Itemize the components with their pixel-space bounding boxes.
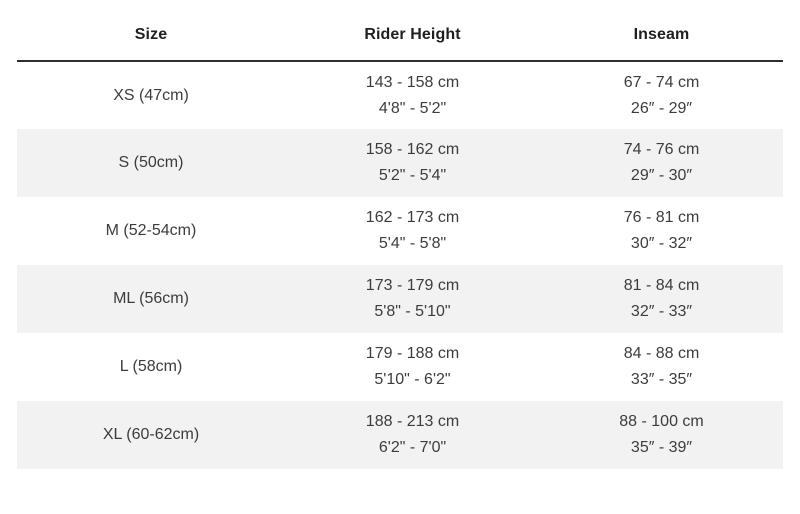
size-cell	[17, 129, 285, 197]
inseam-imperial: 33″ - 35″	[630, 371, 693, 388]
inseam-cm: 76 - 81 cm	[623, 209, 700, 226]
size-label: ML (56cm)	[113, 290, 189, 307]
header-row	[17, 12, 783, 61]
inseam-cell	[540, 129, 783, 197]
rider-height-imperial: 5'2" - 5'4"	[378, 167, 447, 184]
size-cell	[17, 333, 285, 401]
size-label: M (52-54cm)	[105, 222, 197, 239]
rider-height-cm: 179 - 188 cm	[365, 345, 460, 362]
rider-height-imperial: 5'10" - 6'2"	[374, 371, 451, 388]
inseam-cell	[540, 401, 783, 469]
size-chart-table	[17, 12, 783, 469]
inseam-cm: 67 - 74 cm	[623, 73, 700, 91]
inseam-cell	[540, 61, 783, 129]
table-row	[17, 61, 783, 129]
size-label: L (58cm)	[119, 358, 183, 375]
rider-height-cm: 188 - 213 cm	[365, 413, 460, 430]
inseam-cell	[540, 197, 783, 265]
rider-height-cell	[285, 61, 540, 129]
column-header-inseam: Inseam	[540, 12, 783, 61]
size-cell	[17, 265, 285, 333]
inseam-imperial: 35″ - 39″	[630, 439, 693, 456]
rider-height-cell	[285, 265, 540, 333]
rider-height-cell	[285, 401, 540, 469]
rider-height-cm: 158 - 162 cm	[365, 141, 460, 158]
rider-height-cell	[285, 333, 540, 401]
table-row	[17, 129, 783, 197]
inseam-cell	[540, 265, 783, 333]
table-row	[17, 197, 783, 265]
inseam-cm: 84 - 88 cm	[623, 345, 700, 362]
table-row	[17, 333, 783, 401]
size-cell	[17, 197, 285, 265]
column-header-rider-height: Rider Height	[285, 12, 540, 61]
column-header-size: Size	[17, 12, 285, 61]
inseam-cm: 88 - 100 cm	[619, 413, 704, 430]
rider-height-cm: 173 - 179 cm	[365, 277, 460, 294]
rider-height-cm: 143 - 158 cm	[365, 73, 460, 91]
inseam-imperial: 29″ - 30″	[630, 167, 693, 184]
table-row	[17, 265, 783, 333]
size-label: XS (47cm)	[113, 86, 189, 104]
rider-height-cm: 162 - 173 cm	[365, 209, 460, 226]
inseam-cm: 81 - 84 cm	[623, 277, 700, 294]
size-label: S (50cm)	[118, 154, 184, 171]
rider-height-imperial: 6'2" - 7'0"	[378, 439, 447, 456]
rider-height-imperial: 5'8" - 5'10"	[374, 303, 451, 320]
rider-height-imperial: 4'8" - 5'2"	[378, 99, 447, 117]
inseam-cell	[540, 333, 783, 401]
table-row	[17, 401, 783, 469]
inseam-cm: 74 - 76 cm	[623, 141, 700, 158]
size-label: XL (60-62cm)	[102, 426, 200, 443]
inseam-imperial: 32″ - 33″	[630, 303, 693, 320]
rider-height-imperial: 5'4" - 5'8"	[378, 235, 447, 252]
size-cell	[17, 61, 285, 129]
rider-height-cell	[285, 197, 540, 265]
inseam-imperial: 30″ - 32″	[630, 235, 693, 252]
inseam-imperial: 26″ - 29″	[630, 99, 693, 117]
rider-height-cell	[285, 129, 540, 197]
size-cell	[17, 401, 285, 469]
